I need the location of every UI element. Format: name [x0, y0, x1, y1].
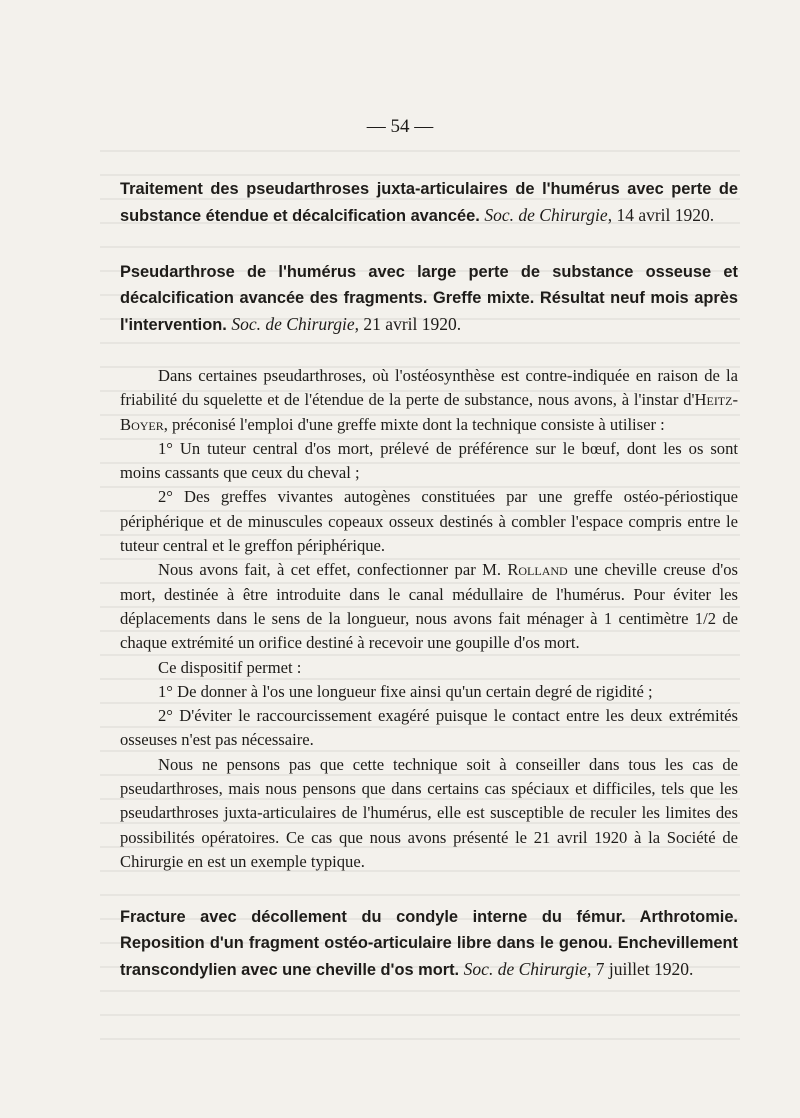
entry-journal: Soc. de Chirurgie — [463, 959, 587, 980]
entry-title: Traitement des pseudarthroses juxta-articulaires de l'humérus avec perte de substance étendue et décalcification avancée. — [120, 180, 738, 225]
entry-citation — [484, 205, 714, 225]
entry-citation — [231, 314, 461, 334]
entry-journal: Soc. de Chirurgie — [231, 314, 355, 334]
list-item: 2° Des greffes vivantes autogènes constituées par une greffe ostéo-périostique périphérique et de minuscules copeaux osseux destinés à combler l'espace compris entre le tuteur central et le greffon périphérique. — [120, 487, 738, 556]
entry-title: Pseudarthrose de l'humérus avec large perte de substance osseuse et décalcification avancée des fragments. Greffe mixte. Résultat neuf mois après l'intervention. — [120, 263, 738, 334]
page-content — [120, 176, 738, 983]
page-number: — 54 — — [366, 116, 434, 137]
list-item: 1° Un tuteur central d'os mort, prélevé de préférence sur le bœuf, dont les os sont moins cassants que ceux du cheval ; — [120, 438, 738, 483]
author-name: Heitz-Boyer — [120, 390, 738, 434]
bibliography-entry — [120, 904, 738, 983]
list-item: 2° D'éviter le raccourcissement exagéré puisque le contact entre les deux extrémités osseuses n'est pas nécessaire. — [120, 706, 738, 750]
text-run: Nous avons fait, à cet effet, confectionner par M. — [158, 560, 508, 580]
text-run: une cheville creuse d'os mort, destinée à être introduite dans le canal médullaire de l'humérus. Pour éviter les déplacements dans le sens de la longueur, nous avons fait ménager à 1 centimètre 1/2 de chaque extrémité un orifice destiné à recevoir une goupille d'os mort. — [120, 560, 738, 653]
entry-date: , 14 avril 1920. — [607, 205, 715, 225]
author-name: Rolland — [507, 560, 568, 580]
entry-journal: Soc. de Chirurgie — [484, 205, 608, 225]
entry-citation — [464, 959, 694, 979]
paragraph — [120, 558, 738, 655]
bibliography-entry — [120, 176, 738, 229]
entry-title: Fracture avec décollement du condyle interne du fémur. Arthrotomie. Reposition d'un fragment ostéo-articulaire libre dans le genou. Enchevillement transcondylien avec une cheville d'os mort. — [120, 908, 738, 980]
entry-description — [120, 364, 738, 874]
bibliography-entry — [120, 259, 738, 338]
list-item: 1° De donner à l'os une longueur fixe ainsi qu'un certain degré de rigidité ; — [158, 681, 653, 701]
paragraph: Ce dispositif permet : — [158, 657, 302, 677]
paragraph: Nous ne pensons pas que cette technique soit à conseiller dans tous les cas de pseudarthroses, mais nous pensons que dans certains cas spéciaux et difficiles, tels que les pseudarthroses juxta-articulaires de l'humérus, elle est susceptible de reculer les limites des possibilités opératoires. Ce cas que nous avons présenté le 21 avril 1920 à la Société de Chirurgie en est un exemple typique. — [120, 754, 738, 871]
text-run: Dans certaines pseudarthroses, où l'ostéosynthèse est contre-indiquée en raison de la friabilité du squelette et de l'étendue de la perte de substance, nous avons, à l'instar d' — [120, 366, 738, 410]
paragraph — [120, 364, 738, 437]
entry-date: , 21 avril 1920. — [354, 314, 462, 334]
text-run: , préconisé l'emploi d'une greffe mixte dont la technique consiste à utiliser : — [163, 414, 665, 434]
entry-date: , 7 juillet 1920. — [586, 959, 694, 980]
